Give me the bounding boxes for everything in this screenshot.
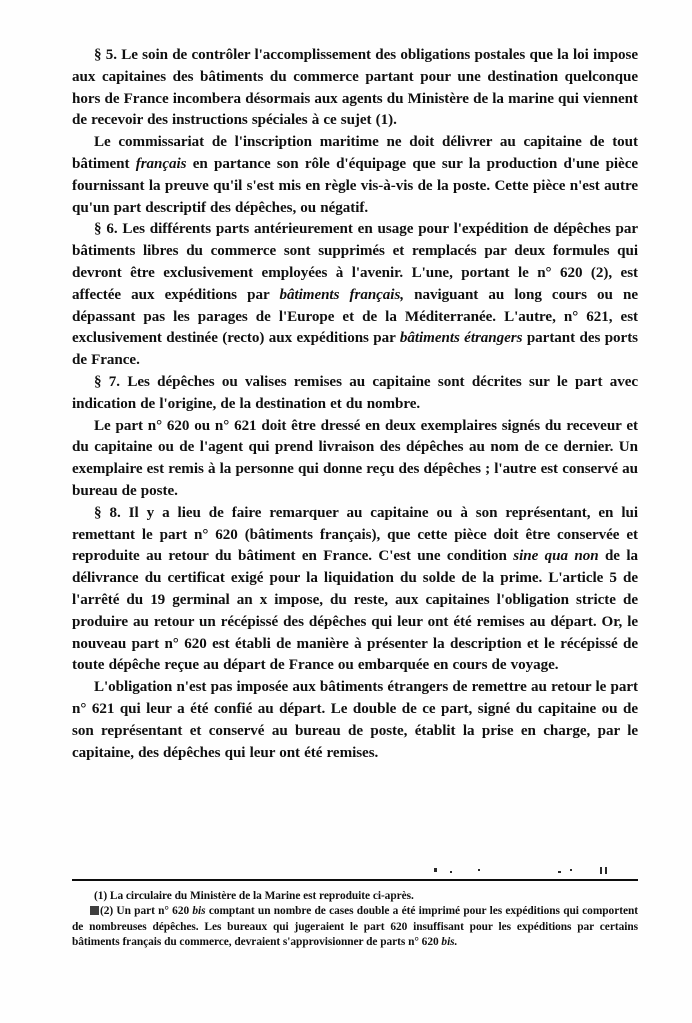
body-text-block <box>72 34 638 764</box>
section-6-run: partant des ports de France. <box>72 330 638 369</box>
section-8-section-marker: § 8. <box>94 504 121 521</box>
paragraph-para-part-620 <box>72 416 638 503</box>
section-8-run: Il y a lieu de faire remarquer au capitaine ou à son représentant, en lui remettant le part n° 620 (bâtiments français), que cette pièce doit être conservée et reproduite au retour du bâtiment en France. C'est une condition <box>72 504 639 565</box>
ink-blot-artifact <box>90 906 99 915</box>
section-8-italic-run: sine qua non <box>513 548 599 565</box>
section-5-run: Le soin de contrôler l'accomplissement des obligations postales que la loi impose aux capitaines des bâtiments du commerce partant pour une destination quelconque hors de France incombera désormais aux agents du Ministère de la marine qui viennent de recevoir des instructions spéciales à ce sujet (1). <box>72 47 639 129</box>
section-7-section-marker: § 7. <box>94 373 121 390</box>
para-part-620-run: Le part n° 620 ou n° 621 doit être dressé en deux exemplaires signés du receveur et du capitaine ou de l'agent qui prend livraison des dépêches au nom de ce dernier. Un exemplaire est remis à la personne qui donne reçu des dépêches ; l'autre est conservé au bureau de poste. <box>72 417 638 499</box>
paragraph-para-commissariat <box>72 132 638 219</box>
section-6-section-marker: § 6. <box>94 221 118 238</box>
footnote-separator-rule <box>72 879 638 881</box>
paragraph-section-5 <box>72 45 638 132</box>
scan-artifact-specks <box>430 866 630 880</box>
footnote-2 <box>72 904 638 950</box>
footnote-2-italic-run: bis <box>192 905 206 918</box>
footnote-1 <box>72 889 638 904</box>
para-obligation-run: L'obligation n'est pas imposée aux bâtiments étrangers de remettre au retour le part n° 621 qui leur a été confié au départ. Le double de ce part, signé du capitaine ou de son représentant et conservé au bureau de poste, établit la prise en charge, par le capitaine, des dépêches qui leur ont été remises. <box>72 679 638 761</box>
paragraph-section-6 <box>72 219 638 372</box>
para-commissariat-run: en partance son rôle d'équipage que sur la production d'une pièce fournissant la preuve qu'il s'est mis en règle vis-à-vis de la poste. Cette pièce n'est autre qu'un part descriptif des dépêches, ou négatif. <box>72 155 638 216</box>
paragraph-section-7 <box>72 372 638 416</box>
footnote-2-italic-run: bis. <box>441 936 458 949</box>
footnotes-block <box>72 889 638 951</box>
para-commissariat-italic-run: français <box>135 155 187 172</box>
section-5-section-marker: § 5. <box>94 47 117 63</box>
section-8-run: de la délivrance du certificat exigé pour la liquidation du solde de la prime. L'article 5 de l'arrêté du 19 germinal an x impose, du reste, aux capitaines l'obligation stricte de produire au retour un récépissé des dépêches qui leur ont été remises au départ. Or, le nouveau part n° 620 est établi de manière à présenter la description et le récépissé de toute dépêche reçue au départ de France ou embarquée en cours de voyage. <box>72 548 638 674</box>
section-6-run: Les différents parts antérieurement en usage pour l'expédition de dépêches par bâtiments libres du commerce sont supprimés et remplacés par deux formules qui devront être exclusivement employées à l'avenir. L'une, portant le n° 620 (2), est affectée aux expéditions par <box>72 221 638 303</box>
footnote-1-run: (1) La circulaire du Ministère de la Marine est reproduite ci-après. <box>94 890 414 902</box>
paragraph-para-obligation <box>72 677 638 764</box>
section-7-run: Les dépêches ou valises remises au capitaine sont décrites sur le part avec indication de l'origine, de la destination et du nombre. <box>72 373 639 412</box>
footnote-2-run: (2) Un part n° 620 <box>100 905 193 918</box>
section-6-italic-run: bâtiments français, <box>279 286 404 303</box>
para-commissariat-run: Le commissariat de l'inscription maritime ne doit délivrer au capitaine de tout bâtiment <box>72 134 638 172</box>
section-6-italic-run: bâtiments étrangers <box>399 330 523 347</box>
paragraph-section-8 <box>72 503 638 677</box>
footnote-2-run: comptant un nombre de cases double a été imprimé pour les expéditions qui comportent de nombreuses dépêches. Les bureaux qui jugeraient le part 620 insuffisant pour les expéditions par certains bâtiments français du commerce, devraient s'approvisionner de parts n° 620 <box>72 905 638 949</box>
section-6-run: naviguant au long cours ou ne dépassant pas les parages de l'Europe et de la Méditerranée. L'autre, n° 621, est exclusivement destinée (recto) aux expéditions par <box>72 286 638 347</box>
